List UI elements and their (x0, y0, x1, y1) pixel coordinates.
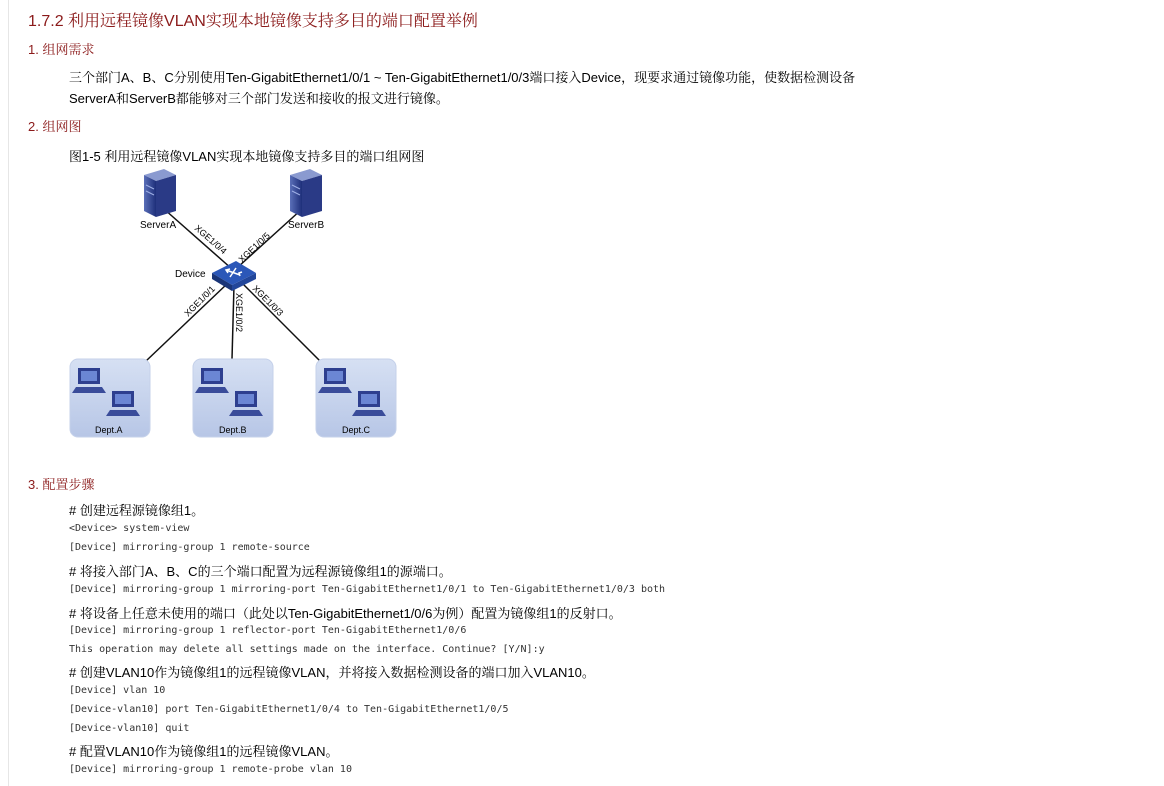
port-label-4: XGE1/0/4 (192, 222, 229, 257)
code-line: [Device-vlan10] port Ten-GigabitEthernet1/0/4 to Ten-GigabitEthernet1/0/5 (69, 704, 509, 715)
link-deptA (146, 283, 228, 361)
server-b-label: ServerB (288, 220, 325, 231)
code-line: <Device> system-view (69, 523, 190, 534)
link-serverA (164, 209, 232, 269)
port-label-2: XGE1/0/2 (234, 293, 244, 333)
dept-c-group (316, 359, 396, 437)
left-rule (8, 0, 9, 786)
heading-steps: 3. 配置步骤 (28, 477, 95, 492)
device-label: Device (175, 269, 206, 280)
link-deptC (242, 283, 320, 361)
dept-b-group (193, 359, 273, 437)
port-label-5: XGE1/0/5 (236, 230, 272, 265)
server-a-label: ServerA (140, 220, 177, 231)
step-comment: # 将接入部门A、B、C的三个端口配置为远程源镜像组1的源端口。 (69, 564, 452, 579)
switch-icon (212, 261, 256, 291)
port-label-3: XGE1/0/3 (250, 283, 286, 319)
code-line: [Device] mirroring-group 1 remote-probe vlan 10 (69, 764, 352, 775)
dept-c-label: Dept.C (342, 425, 371, 435)
requirement-line-2: ServerA和ServerB都能够对三个部门发送和接收的报文进行镜像。 (69, 91, 449, 106)
code-line: [Device] mirroring-group 1 reflector-port Ten-GigabitEthernet1/0/6 (69, 625, 467, 636)
dept-a-label: Dept.A (95, 425, 123, 435)
step-comment: # 创建远程源镜像组1。 (69, 503, 205, 518)
link-deptB (232, 285, 234, 359)
dept-b-label: Dept.B (219, 425, 247, 435)
code-line: This operation may delete all settings made on the interface. Continue? [Y/N]:y (69, 644, 545, 655)
code-line: [Device] vlan 10 (69, 685, 166, 696)
page-title: 1.7.2 利用远程镜像VLAN实现本地镜像支持多目的端口配置举例 (28, 13, 478, 30)
dept-a-group (70, 359, 150, 437)
requirement-line-1: 三个部门A、B、C分别使用Ten-GigabitEthernet1/0/1 ~ Ten-GigabitEthernet1/0/3端口接入Device，现要求通过镜像功能，使数据检测设备 (69, 70, 856, 85)
network-diagram (60, 165, 410, 445)
port-label-1: XGE1/0/1 (182, 283, 218, 319)
code-line: [Device-vlan10] quit (69, 723, 190, 734)
code-line: [Device] mirroring-group 1 remote-source (69, 542, 310, 553)
step-comment: # 创建VLAN10作为镜像组1的远程镜像VLAN，并将接入数据检测设备的端口加入VLAN10。 (69, 665, 595, 680)
heading-diagram: 2. 组网图 (28, 119, 82, 134)
step-comment: # 将设备上任意未使用的端口（此处以Ten-GigabitEthernet1/0/6为例）配置为镜像组1的反射口。 (69, 606, 622, 621)
step-comment: # 配置VLAN10作为镜像组1的远程镜像VLAN。 (69, 744, 339, 759)
figure-caption: 图1-5 利用远程镜像VLAN实现本地镜像支持多目的端口组网图 (69, 149, 425, 164)
code-line: [Device] mirroring-group 1 mirroring-port Ten-GigabitEthernet1/0/1 to Ten-GigabitEthernet1/0/3 both (69, 584, 666, 595)
server-a-icon (144, 169, 176, 217)
heading-requirement: 1. 组网需求 (28, 42, 95, 57)
server-b-icon (290, 169, 322, 217)
